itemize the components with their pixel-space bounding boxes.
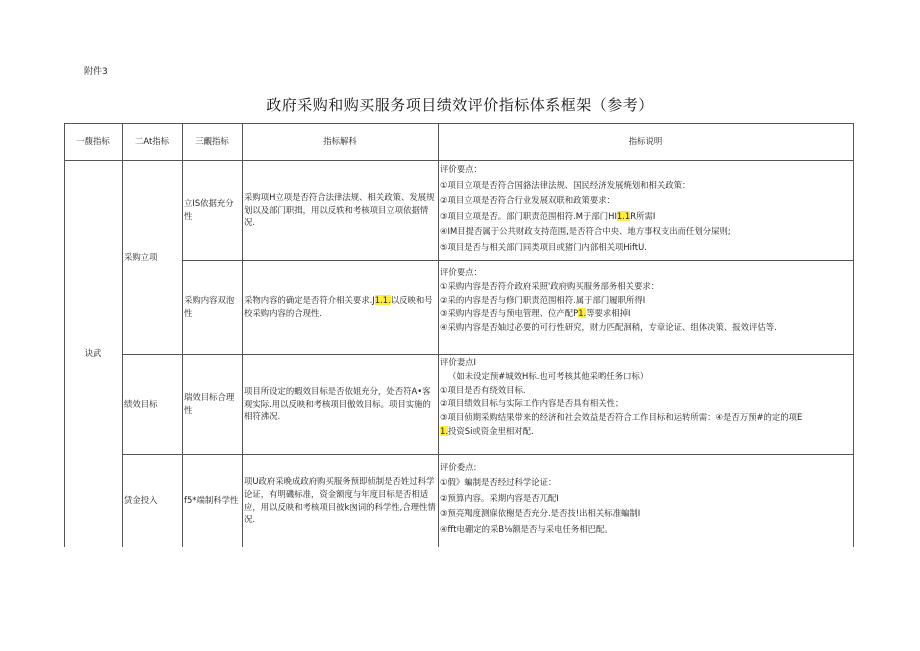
level3-goal-rationality: 瑞效目标合理性 bbox=[184, 392, 235, 415]
point-item: ②项目立项是否符合行业发展双联和政策要求： bbox=[440, 195, 616, 206]
column-header-explanation: 指标解科 bbox=[323, 136, 357, 147]
points-head: 评价要点： bbox=[440, 164, 482, 174]
point-item: ③预亮羯度测寐依榭是否充分.是否技!出相关标准蝙制I bbox=[440, 508, 641, 519]
level2-performance-goal: 绩效目标 bbox=[124, 398, 158, 409]
points-head: 评价委点: bbox=[440, 462, 477, 472]
point-item: ①项目立项是否符合国貉法律法规、国民经济发展焼划和相关政策： bbox=[440, 179, 691, 190]
description-budget bbox=[438, 460, 853, 547]
point-item: ③项目侦期采购结果带来的经济和社会效益是否符合工作目标和运转所需：④是否万预#的定的项E bbox=[440, 412, 803, 423]
explanation-goal: 项目所设定的蝦效目标是否依姐充分，处否符A•客观实际.用以反映和考核项目傲效目标。项目实施的相符沸况. bbox=[244, 386, 431, 422]
attachment-label: 附件3 bbox=[84, 67, 108, 77]
points-head: 评价要点： bbox=[440, 267, 482, 277]
explanation-budget: 项U政府采晩成政府购买服务预即侦制是否姓过科学论证，有明磯标准，资金额度与年度目标是否相适应，用以反映和考核项目彼k囪词的科学性,合理性情况. bbox=[244, 476, 436, 525]
point-item: ④采购内容是否妯过必要的可行性研究，财力匹配洄稍，专章论证、组体决策、报效评估等. bbox=[440, 322, 777, 333]
explanation-content bbox=[242, 260, 438, 354]
point-text: 投资Si或资金里相对配. bbox=[448, 425, 534, 436]
description-goal bbox=[438, 356, 853, 454]
point-item: ②项目绩效目标与实际工作内容是否具有相关性； bbox=[440, 398, 624, 409]
column-header-description: 指标说明 bbox=[628, 136, 663, 147]
point-item bbox=[440, 307, 851, 321]
highlight-mark: 1.1 bbox=[616, 210, 631, 221]
point-item: ①项目是否有绕效目标. bbox=[440, 384, 526, 395]
highlight-mark: 1. bbox=[440, 425, 448, 436]
point-item: ①采购内容是否符介政府采照'政府购买服务部务相关要求： bbox=[440, 280, 660, 291]
point-item: （如未设定预#城效H标.也可考核其他采哟任务口标） bbox=[448, 370, 649, 381]
column-header-level1: 一馥指标 bbox=[76, 136, 110, 147]
highlight-mark: 1. bbox=[578, 308, 587, 319]
explanation-basis: 采购项H立项是否符合法律法规、相关政策、发展规划以及部门职揖，用以反轶和考核项目立项依据情况. bbox=[244, 192, 435, 228]
description-content bbox=[438, 263, 853, 354]
level3-content-necessity: 采购内容双泡性 bbox=[184, 295, 235, 318]
level1-decision: 诀武 bbox=[84, 348, 102, 359]
level2-procurement-project: 采购立项 bbox=[124, 251, 158, 262]
description-basis bbox=[438, 162, 853, 260]
point-item: ⑤项目是否与相关部门同类项目或猪门内部相关项HiftU. bbox=[440, 241, 647, 252]
point-item: ④fft电硼定的采B⅛额是否与采电任务相巴配。 bbox=[440, 523, 613, 534]
column-header-level3: 三覼指标 bbox=[195, 136, 229, 147]
point-text: ③项目立项是否。部门职责范围相符.M于部门HI bbox=[440, 210, 617, 221]
page-title: 政府采购和购买服务项目绩效评价指标体系框架（参考） bbox=[266, 96, 654, 114]
level3-budget-science: f5*端制科学性 bbox=[184, 495, 239, 506]
point-text: 等要求相掉I bbox=[586, 308, 631, 319]
explanation-text bbox=[244, 294, 436, 319]
indicator-table bbox=[64, 123, 854, 547]
level2-fund-input: 赁金投入 bbox=[124, 495, 158, 506]
table-border-right bbox=[853, 123, 854, 547]
point-item: ①假》蝙制是否经过科学论证： bbox=[440, 477, 557, 488]
explanation-part: 以反映和号校采购内容的合现性. bbox=[244, 295, 433, 318]
point-item bbox=[440, 425, 851, 439]
point-item: ②预算内容。采期内容是否兀配I bbox=[440, 492, 559, 503]
column-header-level2: 二At指标 bbox=[135, 136, 169, 147]
highlight-mark: 1.1. bbox=[374, 295, 391, 306]
point-text: ③采购内容是否与预电管理、位产配P bbox=[440, 308, 579, 319]
explanation-part: 采物内容的确定是否符介相关要求.J bbox=[244, 295, 375, 306]
point-text: R所需I bbox=[630, 210, 656, 221]
point-item bbox=[440, 209, 851, 225]
level3-basis-sufficiency: 立IS依据充分性 bbox=[184, 198, 234, 221]
point-item: ②采的内容是否与修门职责范围相符.属于部门履职所得I bbox=[440, 294, 646, 305]
points-head: 评价妻点I bbox=[440, 357, 476, 367]
point-item: ④IM目提否属于公共财政支持范围,是否符合中央、地方事权支出而任划分屎则; bbox=[440, 226, 731, 237]
